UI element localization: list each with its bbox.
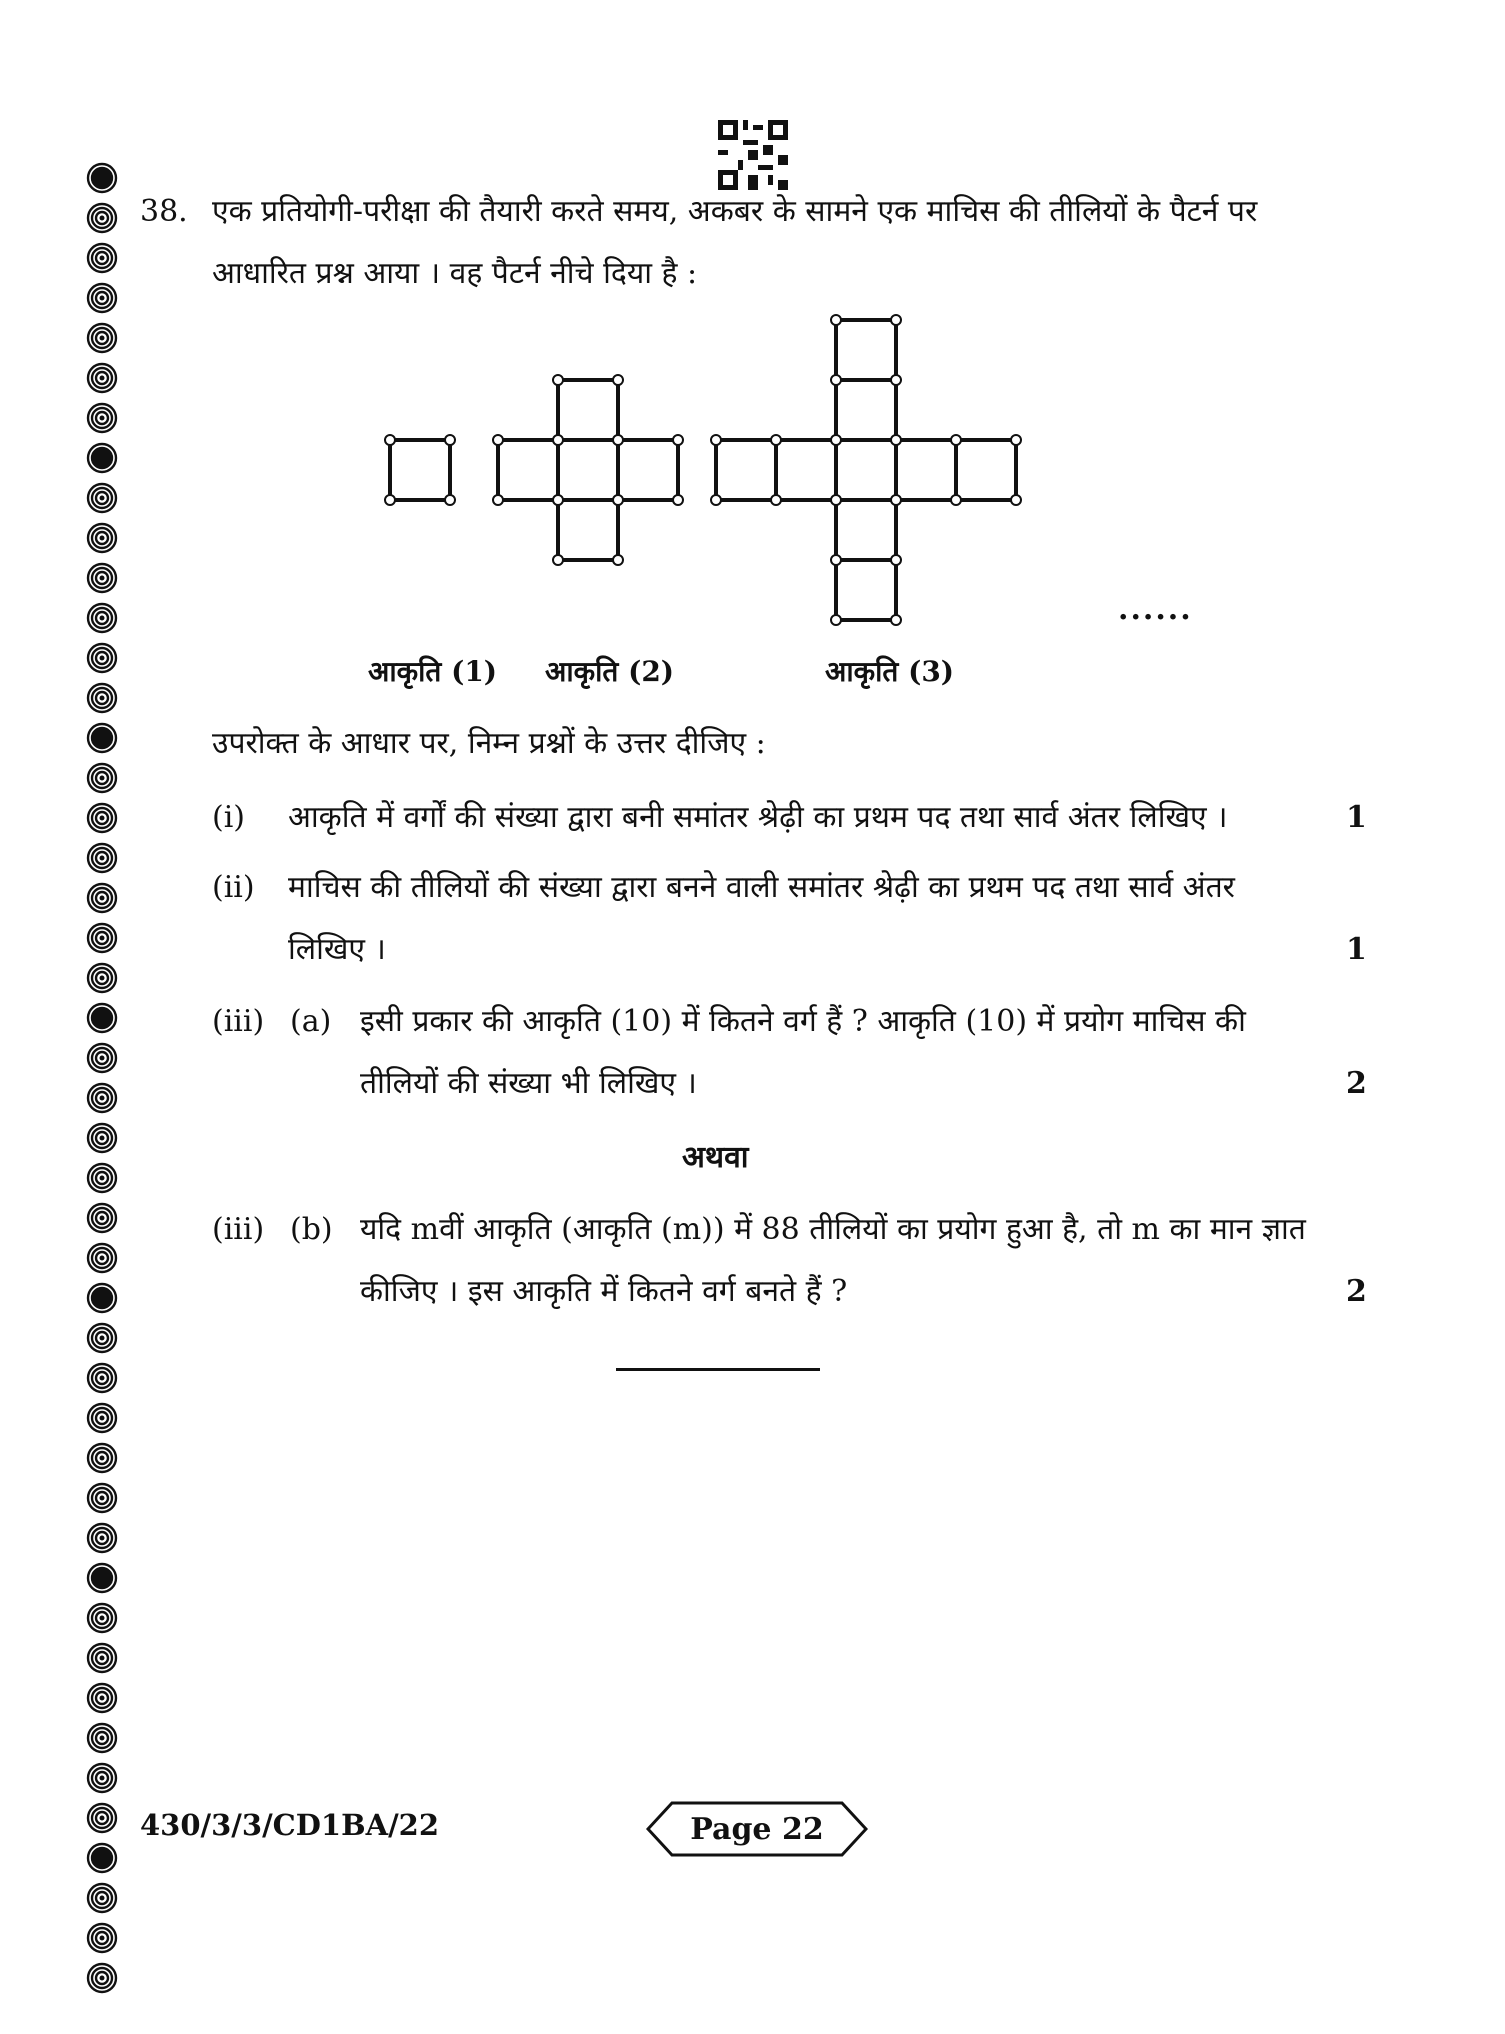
margin-ring-icon: [86, 522, 118, 554]
margin-ring-icon: [86, 1402, 118, 1434]
margin-ring-icon: [86, 1362, 118, 1394]
part-iii-b-text-line1: यदि mवीं आकृति (आकृति (m)) में 88 तीलियों का प्रयोग हुआ है, तो m का मान ज्ञात: [360, 1212, 1306, 1247]
margin-ring-icon: [86, 1242, 118, 1274]
matchstick-joint: [613, 555, 623, 565]
part-i-text: आकृति में वर्गों की संख्या द्वारा बनी समांतर श्रेढ़ी का प्रथम पद तथा सार्व अंतर लिखिए ।: [288, 800, 1228, 835]
or-separator: अथवा: [682, 1140, 749, 1175]
part-iii-a-text-line2: तीलियों की संख्या भी लिखिए ।: [360, 1066, 697, 1101]
margin-ring-icon: [86, 1802, 118, 1834]
margin-ring-icon: [86, 1842, 118, 1874]
margin-ring-icon: [86, 962, 118, 994]
part-ii-text-line1: माचिस की तीलियों की संख्या द्वारा बनने वाली समांतर श्रेढ़ी का प्रथम पद तथा सार्व अंतर: [288, 870, 1235, 905]
matchstick-joint: [891, 555, 901, 565]
figure-label-3: आकृति (3): [825, 655, 955, 688]
margin-ring-icon: [86, 802, 118, 834]
matchstick-joint: [891, 495, 901, 505]
margin-decoration: [86, 162, 122, 2002]
margin-ring-icon: [86, 1082, 118, 1114]
matchstick-joint: [553, 495, 563, 505]
part-i-label: (i): [212, 800, 246, 835]
margin-ring-icon: [86, 1562, 118, 1594]
margin-ring-icon: [86, 442, 118, 474]
part-ii-text-line2: लिखिए ।: [288, 932, 386, 967]
margin-ring-icon: [86, 1122, 118, 1154]
matchstick-joint: [711, 495, 721, 505]
margin-ring-icon: [86, 1002, 118, 1034]
margin-ring-icon: [86, 922, 118, 954]
margin-ring-icon: [86, 1762, 118, 1794]
matchstick-joint: [613, 495, 623, 505]
margin-ring-icon: [86, 362, 118, 394]
matchstick-joint: [445, 495, 455, 505]
margin-ring-icon: [86, 642, 118, 674]
part-iii-a-marks: 2: [1346, 1066, 1367, 1101]
question-prompt: उपरोक्त के आधार पर, निम्न प्रश्नों के उत्तर दीजिए :: [212, 726, 766, 761]
matchstick-joint: [831, 375, 841, 385]
margin-ring-icon: [86, 1482, 118, 1514]
matchstick-joint: [385, 495, 395, 505]
paper-code: 430/3/3/CD1BA/22: [140, 1808, 440, 1842]
matchstick-joint: [711, 435, 721, 445]
margin-ring-icon: [86, 1162, 118, 1194]
margin-ring-icon: [86, 1202, 118, 1234]
matchstick-joint: [891, 435, 901, 445]
matchstick-joint: [493, 435, 503, 445]
part-iii-b-text-line2: कीजिए । इस आकृति में कितने वर्ग बनते हैं ?: [360, 1274, 848, 1309]
matchstick-joint: [891, 615, 901, 625]
figure-label-2: आकृति (2): [545, 655, 675, 688]
margin-ring-icon: [86, 1882, 118, 1914]
matchstick-joint: [831, 615, 841, 625]
margin-ring-icon: [86, 1602, 118, 1634]
margin-ring-icon: [86, 602, 118, 634]
matchstick-joint: [891, 315, 901, 325]
matchstick-pattern-figure: [380, 300, 1040, 640]
part-iii-b-label: (iii): [212, 1212, 265, 1247]
margin-ring-icon: [86, 1722, 118, 1754]
matchstick-joint: [385, 435, 395, 445]
margin-ring-icon: [86, 242, 118, 274]
part-iii-a-sub: (a): [290, 1004, 332, 1039]
part-iii-a-label: (iii): [212, 1004, 265, 1039]
matchstick-joint: [951, 435, 961, 445]
margin-ring-icon: [86, 1922, 118, 1954]
margin-ring-icon: [86, 1682, 118, 1714]
question-intro-line2: आधारित प्रश्न आया । वह पैटर्न नीचे दिया है :: [212, 256, 698, 291]
margin-ring-icon: [86, 402, 118, 434]
margin-ring-icon: [86, 1322, 118, 1354]
part-iii-b-marks: 2: [1346, 1274, 1367, 1309]
margin-ring-icon: [86, 322, 118, 354]
matchstick-joint: [613, 435, 623, 445]
matchstick-joint: [553, 435, 563, 445]
margin-ring-icon: [86, 882, 118, 914]
part-iii-b-sub: (b): [290, 1212, 333, 1247]
matchstick-joint: [1011, 495, 1021, 505]
matchstick-joint: [1011, 435, 1021, 445]
margin-ring-icon: [86, 842, 118, 874]
page-number: Page 22: [690, 1812, 824, 1847]
matchstick-joint: [831, 435, 841, 445]
part-i-marks: 1: [1346, 800, 1367, 835]
question-intro-line1: एक प्रतियोगी-परीक्षा की तैयारी करते समय, अकबर के सामने एक माचिस की तीलियों के पैटर्न पर: [212, 194, 1258, 229]
margin-ring-icon: [86, 202, 118, 234]
margin-ring-icon: [86, 762, 118, 794]
matchstick-joint: [553, 375, 563, 385]
margin-ring-icon: [86, 682, 118, 714]
margin-ring-icon: [86, 1042, 118, 1074]
margin-ring-icon: [86, 1642, 118, 1674]
part-ii-label: (ii): [212, 870, 255, 905]
part-iii-a-text-line1: इसी प्रकार की आकृति (10) में कितने वर्ग हैं ? आकृति (10) में प्रयोग माचिस की: [360, 1004, 1246, 1039]
qr-code-icon: [718, 120, 788, 190]
matchstick-joint: [771, 435, 781, 445]
matchstick-joint: [673, 435, 683, 445]
matchstick-joint: [831, 315, 841, 325]
margin-ring-icon: [86, 1962, 118, 1994]
margin-ring-icon: [86, 1522, 118, 1554]
matchstick-joint: [673, 495, 683, 505]
figure-label-1: आकृति (1): [368, 655, 498, 688]
margin-ring-icon: [86, 1442, 118, 1474]
matchstick-joint: [613, 375, 623, 385]
margin-ring-icon: [86, 1282, 118, 1314]
margin-ring-icon: [86, 162, 118, 194]
margin-ring-icon: [86, 482, 118, 514]
matchstick-joint: [831, 495, 841, 505]
margin-ring-icon: [86, 562, 118, 594]
figure-continuation-dots: ......: [1118, 592, 1193, 627]
matchstick-joint: [445, 435, 455, 445]
end-of-question-rule: [616, 1368, 820, 1371]
matchstick-joint: [951, 495, 961, 505]
matchstick-joint: [493, 495, 503, 505]
margin-ring-icon: [86, 282, 118, 314]
part-ii-marks: 1: [1346, 932, 1367, 967]
matchstick-joint: [553, 555, 563, 565]
matchstick-joint: [891, 375, 901, 385]
matchstick-joint: [771, 495, 781, 505]
margin-ring-icon: [86, 722, 118, 754]
matchstick-joint: [831, 555, 841, 565]
question-number: 38.: [140, 194, 188, 229]
